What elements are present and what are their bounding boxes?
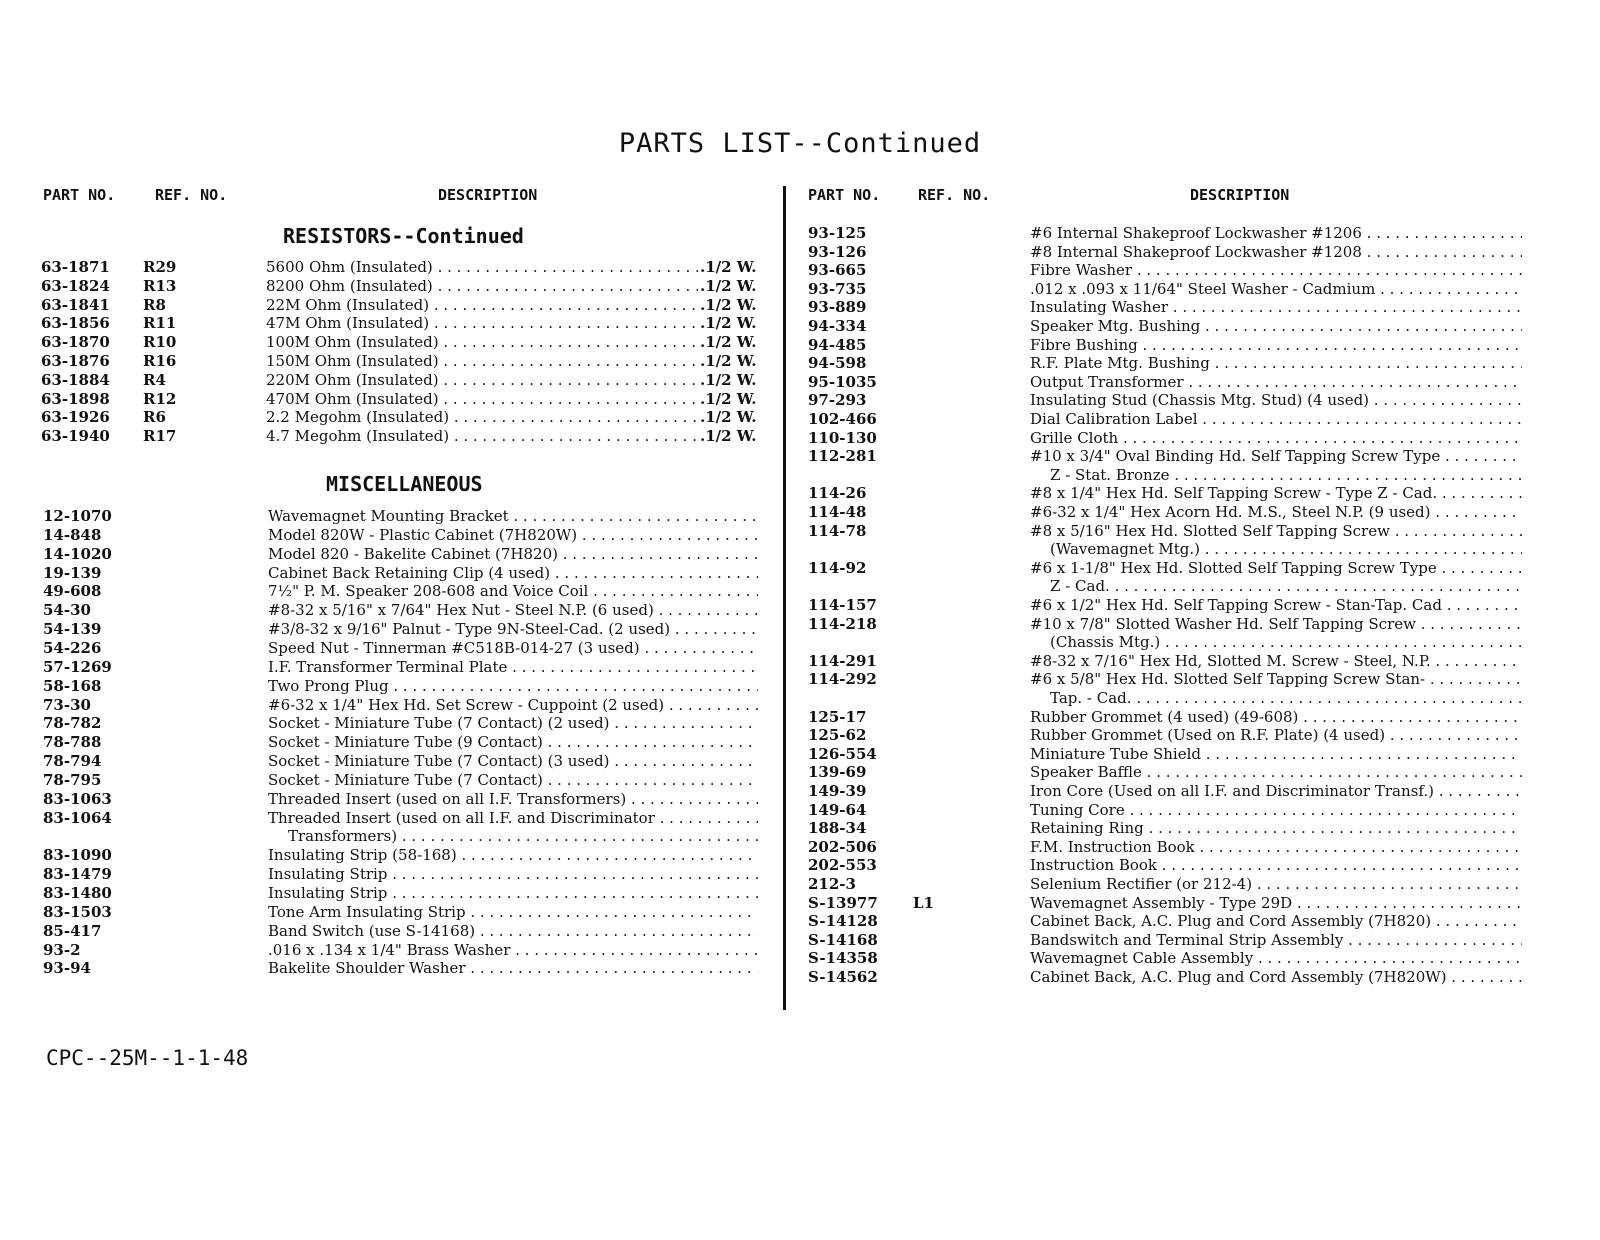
part-description: .012 x .093 x 11/64" Steel Washer - Cadmium . . .	[1030, 280, 1522, 298]
ref-number: R10	[143, 333, 177, 352]
part-description: Threaded Insert (used on all I.F. and Discriminator . . .	[268, 809, 758, 827]
table-row	[0, 931, 1600, 950]
part-description: Speaker Mtg. Bushing . . .	[1030, 317, 1522, 335]
part-description: Retaining Ring . . .	[1030, 819, 1522, 837]
wattage-rating: .1/2 W.	[700, 389, 757, 408]
part-description: Band Switch (use S-14168) . . .	[268, 922, 758, 940]
part-description: #6 Internal Shakeproof Lockwasher #1206 . . .	[1030, 224, 1522, 242]
part-description: Speed Nut - Tinnerman #C518B-014-27 (3 used) . . .	[268, 639, 758, 657]
wattage-rating: .1/2 W.	[700, 333, 757, 352]
table-row	[0, 317, 1600, 336]
table-row	[0, 596, 1600, 615]
part-description: Insulating Stud (Chassis Mtg. Stud) (4 used) . . .	[1030, 391, 1522, 409]
part-number: 73-30	[43, 695, 91, 714]
part-description: Two Prong Plug . . .	[268, 677, 758, 695]
table-row	[0, 391, 1600, 410]
part-number: 58-168	[43, 676, 102, 695]
part-description: Model 820 - Bakelite Cabinet (7H820) . . .	[268, 545, 758, 563]
part-number: 94-598	[808, 354, 867, 373]
part-number: 149-64	[808, 800, 867, 819]
wattage-rating: .1/2 W.	[700, 276, 757, 295]
part-number: 114-157	[808, 596, 877, 614]
part-description: 470M Ohm (Insulated) . . .	[266, 390, 700, 408]
part-number: 63-1926	[41, 408, 110, 427]
part-description: Cabinet Back Retaining Clip (4 used) . . .	[268, 564, 758, 582]
ref-number: R8	[143, 295, 166, 314]
table-row	[0, 894, 1600, 913]
part-description: #8 Internal Shakeproof Lockwasher #1208 . . .	[1030, 243, 1522, 261]
part-number: 95-1035	[808, 372, 877, 391]
part-number: 114-92	[808, 558, 867, 577]
page-title: PARTS LIST--Continued	[618, 128, 982, 159]
table-row	[0, 912, 1600, 931]
part-description: .016 x .134 x 1/4" Brass Washer . . .	[268, 941, 758, 959]
part-description: #10 x 3/4" Oval Binding Hd. Self Tapping Screw Type . . .	[1030, 447, 1522, 465]
part-description: #8 x 5/16" Hex Hd. Slotted Self Tapping Screw . . .	[1030, 522, 1522, 540]
ref-number: R16	[143, 352, 177, 370]
part-number: 93-665	[808, 261, 867, 280]
part-description: Rubber Grommet (4 used) (49-608) . . .	[1030, 708, 1522, 726]
part-description: #6 x 1-1/8" Hex Hd. Slotted Self Tapping Screw Type . . .	[1030, 559, 1522, 577]
part-description: Socket - Miniature Tube (7 Contact) . . .	[268, 771, 758, 789]
part-number: 83-1480	[43, 884, 112, 902]
part-description: #8 x 1/4" Hex Hd. Self Tapping Screw - Type Z - Cad. . . .	[1030, 484, 1522, 502]
part-number: 83-1503	[43, 902, 112, 921]
part-description: R.F. Plate Mtg. Bushing . . .	[1030, 354, 1522, 372]
part-description: Fibre Bushing . . .	[1030, 336, 1522, 354]
ref-number: R12	[143, 389, 177, 408]
part-description: 7½" P. M. Speaker 208-608 and Voice Coil . . .	[268, 582, 758, 600]
part-description: Cabinet Back, A.C. Plug and Cord Assembly (7H820) . . .	[1030, 912, 1522, 930]
ref-number: R6	[143, 408, 166, 427]
part-number: 63-1856	[41, 314, 110, 333]
part-number: 93-2	[43, 940, 81, 959]
part-description: Socket - Miniature Tube (7 Contact) (2 used) . . .	[268, 714, 758, 732]
part-description: Insulating Strip (58-168) . . .	[268, 846, 758, 864]
header-description-right: DESCRIPTION	[1190, 186, 1290, 204]
header-ref-no-right: REF. NO.	[918, 186, 991, 204]
part-number: 78-794	[43, 752, 102, 771]
table-row	[0, 503, 1600, 522]
wattage-rating: .1/2 W.	[700, 408, 757, 427]
part-number: 93-126	[808, 242, 867, 261]
part-number: 149-39	[808, 782, 867, 800]
part-description: #6 x 1/2" Hex Hd. Self Tapping Screw - Stan-Tap. Cad . . .	[1030, 596, 1522, 614]
wattage-rating: .1/2 W.	[700, 427, 757, 446]
wattage-rating: .1/2 W.	[700, 314, 757, 333]
table-row	[0, 763, 1600, 782]
part-description: 2.2 Megohm (Insulated) . . .	[266, 408, 700, 426]
part-description: Rubber Grommet (Used on R.F. Plate) (4 used) . . .	[1030, 726, 1522, 744]
part-description: 8200 Ohm (Insulated) . . .	[266, 277, 700, 295]
part-number: 54-226	[43, 638, 102, 657]
wattage-rating: .1/2 W.	[700, 258, 757, 276]
part-number: S-14168	[808, 930, 878, 949]
table-row	[0, 429, 1600, 448]
part-number: 114-48	[808, 503, 867, 521]
part-description: Threaded Insert (used on all I.F. Transformers) . . .	[268, 790, 758, 808]
part-description: Grille Cloth . . .	[1030, 429, 1522, 447]
part-number: 78-788	[43, 733, 102, 752]
table-row	[0, 652, 1600, 671]
part-description: Wavemagnet Mounting Bracket . . .	[268, 507, 758, 525]
part-number: S-13977	[808, 893, 878, 912]
table-row	[0, 782, 1600, 801]
table-row	[0, 295, 1600, 317]
part-description: 5600 Ohm (Insulated) . . .	[266, 258, 700, 276]
header-part-no-right: PART NO.	[808, 186, 881, 204]
part-description: I.F. Transformer Terminal Plate . . .	[268, 658, 758, 676]
part-number: 125-17	[808, 707, 867, 726]
part-number: 12-1070	[43, 507, 112, 525]
ref-number: R13	[143, 276, 177, 295]
table-row	[0, 354, 1600, 373]
part-number: 212-3	[808, 875, 856, 893]
table-row	[0, 484, 1600, 503]
part-number: 83-1063	[43, 789, 112, 808]
part-description: Fibre Washer . . .	[1030, 261, 1522, 279]
part-description: Output Transformer . . .	[1030, 373, 1522, 391]
part-description: 4.7 Megohm (Insulated) . . .	[266, 427, 700, 445]
part-number: 126-554	[808, 744, 877, 763]
part-description: Instruction Book . . .	[1030, 856, 1522, 874]
part-number: 63-1898	[41, 389, 110, 408]
header-part-no: PART NO.	[43, 186, 116, 204]
section-title-miscellaneous: MISCELLANEOUS	[326, 472, 483, 496]
part-number: 125-62	[808, 726, 867, 745]
part-description: 22M Ohm (Insulated) . . .	[266, 296, 700, 314]
table-row	[0, 670, 1600, 689]
table-row	[0, 522, 1600, 541]
part-number: 114-26	[808, 484, 867, 503]
section-title-resistors: RESISTORS--Continued	[283, 224, 524, 248]
part-number: 114-218	[808, 614, 877, 633]
part-number: 110-130	[808, 428, 877, 447]
part-description: #8-32 x 7/16" Hex Hd, Slotted M. Screw - Steel, N.P. . . .	[1030, 652, 1522, 670]
part-description-continued: Tap. - Cad. . . .	[1050, 689, 1522, 708]
part-description: Wavemagnet Assembly - Type 29D . . .	[1030, 894, 1522, 912]
part-description: Model 820W - Plastic Cabinet (7H820W) . . .	[268, 526, 758, 544]
part-number: 93-125	[808, 224, 867, 242]
part-number: 63-1841	[41, 295, 110, 314]
table-row	[0, 838, 1600, 857]
part-description-continued: (Chassis Mtg.) . . .	[1050, 633, 1522, 652]
part-description: 220M Ohm (Insulated) . . .	[266, 371, 700, 389]
part-number: 85-417	[43, 921, 102, 940]
part-description: Speaker Baffle . . .	[1030, 763, 1522, 781]
part-number: 94-485	[808, 335, 867, 354]
part-description: #6 x 5/8" Hex Hd. Slotted Self Tapping Screw Stan- . . .	[1030, 670, 1522, 688]
part-description: Selenium Rectifier (or 212-4) . . .	[1030, 875, 1522, 893]
part-number: 63-1876	[41, 352, 110, 370]
part-number: 112-281	[808, 447, 877, 466]
part-number: 202-506	[808, 837, 877, 856]
part-number: S-14562	[808, 968, 878, 986]
wattage-rating: .1/2 W.	[700, 295, 757, 314]
part-number: 63-1871	[41, 258, 110, 276]
part-number: 102-466	[808, 410, 877, 428]
part-description: Bakelite Shoulder Washer . . .	[268, 959, 758, 977]
header-description: DESCRIPTION	[438, 186, 538, 204]
part-number: 188-34	[808, 819, 867, 838]
ref-number: L1	[913, 893, 934, 912]
part-number: 14-848	[43, 525, 102, 544]
part-description: 47M Ohm (Insulated) . . .	[266, 314, 700, 332]
part-description: Tuning Core . . .	[1030, 801, 1522, 819]
table-row	[0, 336, 1600, 355]
table-row	[0, 801, 1600, 820]
ref-number: R11	[143, 314, 177, 333]
part-number: S-14128	[808, 912, 878, 931]
footer-code: CPC--25M--1-1-48	[46, 1046, 249, 1070]
part-description: #6-32 x 1/4" Hex Hd. Set Screw - Cuppoint (2 used) . . .	[268, 696, 758, 714]
part-number: 49-608	[43, 582, 102, 601]
part-description: #10 x 7/8" Slotted Washer Hd. Self Tapping Screw . . .	[1030, 615, 1522, 633]
part-number: 83-1090	[43, 846, 112, 865]
table-row	[0, 224, 1600, 243]
table-row	[0, 726, 1600, 745]
part-description: #8-32 x 5/16" x 7/64" Hex Nut - Steel N.P. (6 used) . . .	[268, 601, 758, 619]
table-row	[0, 410, 1600, 429]
table-row	[0, 856, 1600, 875]
part-number: 63-1824	[41, 276, 110, 295]
ref-number: R17	[143, 427, 177, 446]
part-number: 78-782	[43, 714, 102, 733]
part-number: 78-795	[43, 770, 102, 789]
part-description: Tone Arm Insulating Strip . . .	[268, 903, 758, 921]
part-description: Socket - Miniature Tube (7 Contact) (3 used) . . .	[268, 752, 758, 770]
table-row	[0, 447, 1600, 466]
part-description: Miniature Tube Shield . . .	[1030, 745, 1522, 763]
table-row	[0, 370, 1600, 392]
part-description: #3/8-32 x 9/16" Palnut - Type 9N-Steel-Cad. (2 used) . . .	[268, 620, 758, 638]
table-row	[0, 243, 1600, 262]
part-number: 93-735	[808, 279, 867, 298]
part-number: 93-889	[808, 298, 867, 317]
part-number: 54-139	[43, 620, 102, 639]
table-row	[0, 875, 1600, 894]
part-number: 19-139	[43, 563, 102, 582]
part-description: 150M Ohm (Insulated) . . .	[266, 352, 700, 370]
table-row	[0, 819, 1600, 838]
wattage-rating: .1/2 W.	[700, 352, 757, 370]
part-number: 83-1064	[43, 808, 112, 827]
part-description: 100M Ohm (Insulated) . . .	[266, 333, 700, 351]
part-number: 94-334	[808, 317, 867, 335]
part-description: Insulating Washer . . .	[1030, 298, 1522, 316]
part-number: 63-1870	[41, 333, 110, 352]
part-description-continued: (Wavemagnet Mtg.) . . .	[1050, 540, 1522, 559]
part-description-continued: Transformers) . . .	[288, 827, 758, 846]
part-description: Socket - Miniature Tube (9 Contact) . . .	[268, 733, 758, 751]
part-description: #6-32 x 1/4" Hex Acorn Hd. M.S., Steel N.P. (9 used) . . .	[1030, 503, 1522, 521]
part-number: 57-1269	[43, 657, 112, 676]
part-description-continued: Z - Stat. Bronze . . .	[1050, 466, 1522, 485]
part-number: 114-78	[808, 521, 867, 540]
table-row	[0, 708, 1600, 727]
part-description: Insulating Strip . . .	[268, 865, 758, 883]
part-number: 63-1940	[41, 427, 110, 446]
part-number: 63-1884	[41, 370, 110, 389]
part-number: 54-30	[43, 601, 91, 620]
part-description: Dial Calibration Label . . .	[1030, 410, 1522, 428]
part-number: S-14358	[808, 949, 878, 968]
table-row	[0, 949, 1600, 968]
part-description-continued: Z - Cad. . . .	[1050, 577, 1522, 596]
part-description: Bandswitch and Terminal Strip Assembly . . .	[1030, 931, 1522, 949]
ref-number: R4	[143, 370, 166, 389]
part-number: 93-94	[43, 959, 91, 978]
header-ref-no: REF. NO.	[155, 186, 228, 204]
table-row	[0, 280, 1600, 299]
table-row	[0, 745, 1600, 764]
part-description: Cabinet Back, A.C. Plug and Cord Assembly (7H820W) . . .	[1030, 968, 1522, 986]
table-row	[0, 261, 1600, 280]
table-row	[0, 559, 1600, 578]
part-number: 202-553	[808, 856, 877, 875]
wattage-rating: .1/2 W.	[700, 370, 757, 389]
part-description: F.M. Instruction Book . . .	[1030, 838, 1522, 856]
part-number: 114-291	[808, 651, 877, 670]
part-number: 83-1479	[43, 865, 112, 884]
part-description: Insulating Strip . . .	[268, 884, 758, 902]
part-description: Iron Core (Used on all I.F. and Discriminator Transf.) . . .	[1030, 782, 1522, 800]
part-number: 97-293	[808, 391, 867, 410]
part-description: Wavemagnet Cable Assembly . . .	[1030, 949, 1522, 967]
ref-number: R29	[143, 258, 177, 276]
table-row	[0, 968, 1600, 987]
part-number: 139-69	[808, 763, 867, 782]
table-row	[0, 615, 1600, 634]
part-number: 14-1020	[43, 544, 112, 563]
part-number: 114-292	[808, 670, 877, 689]
